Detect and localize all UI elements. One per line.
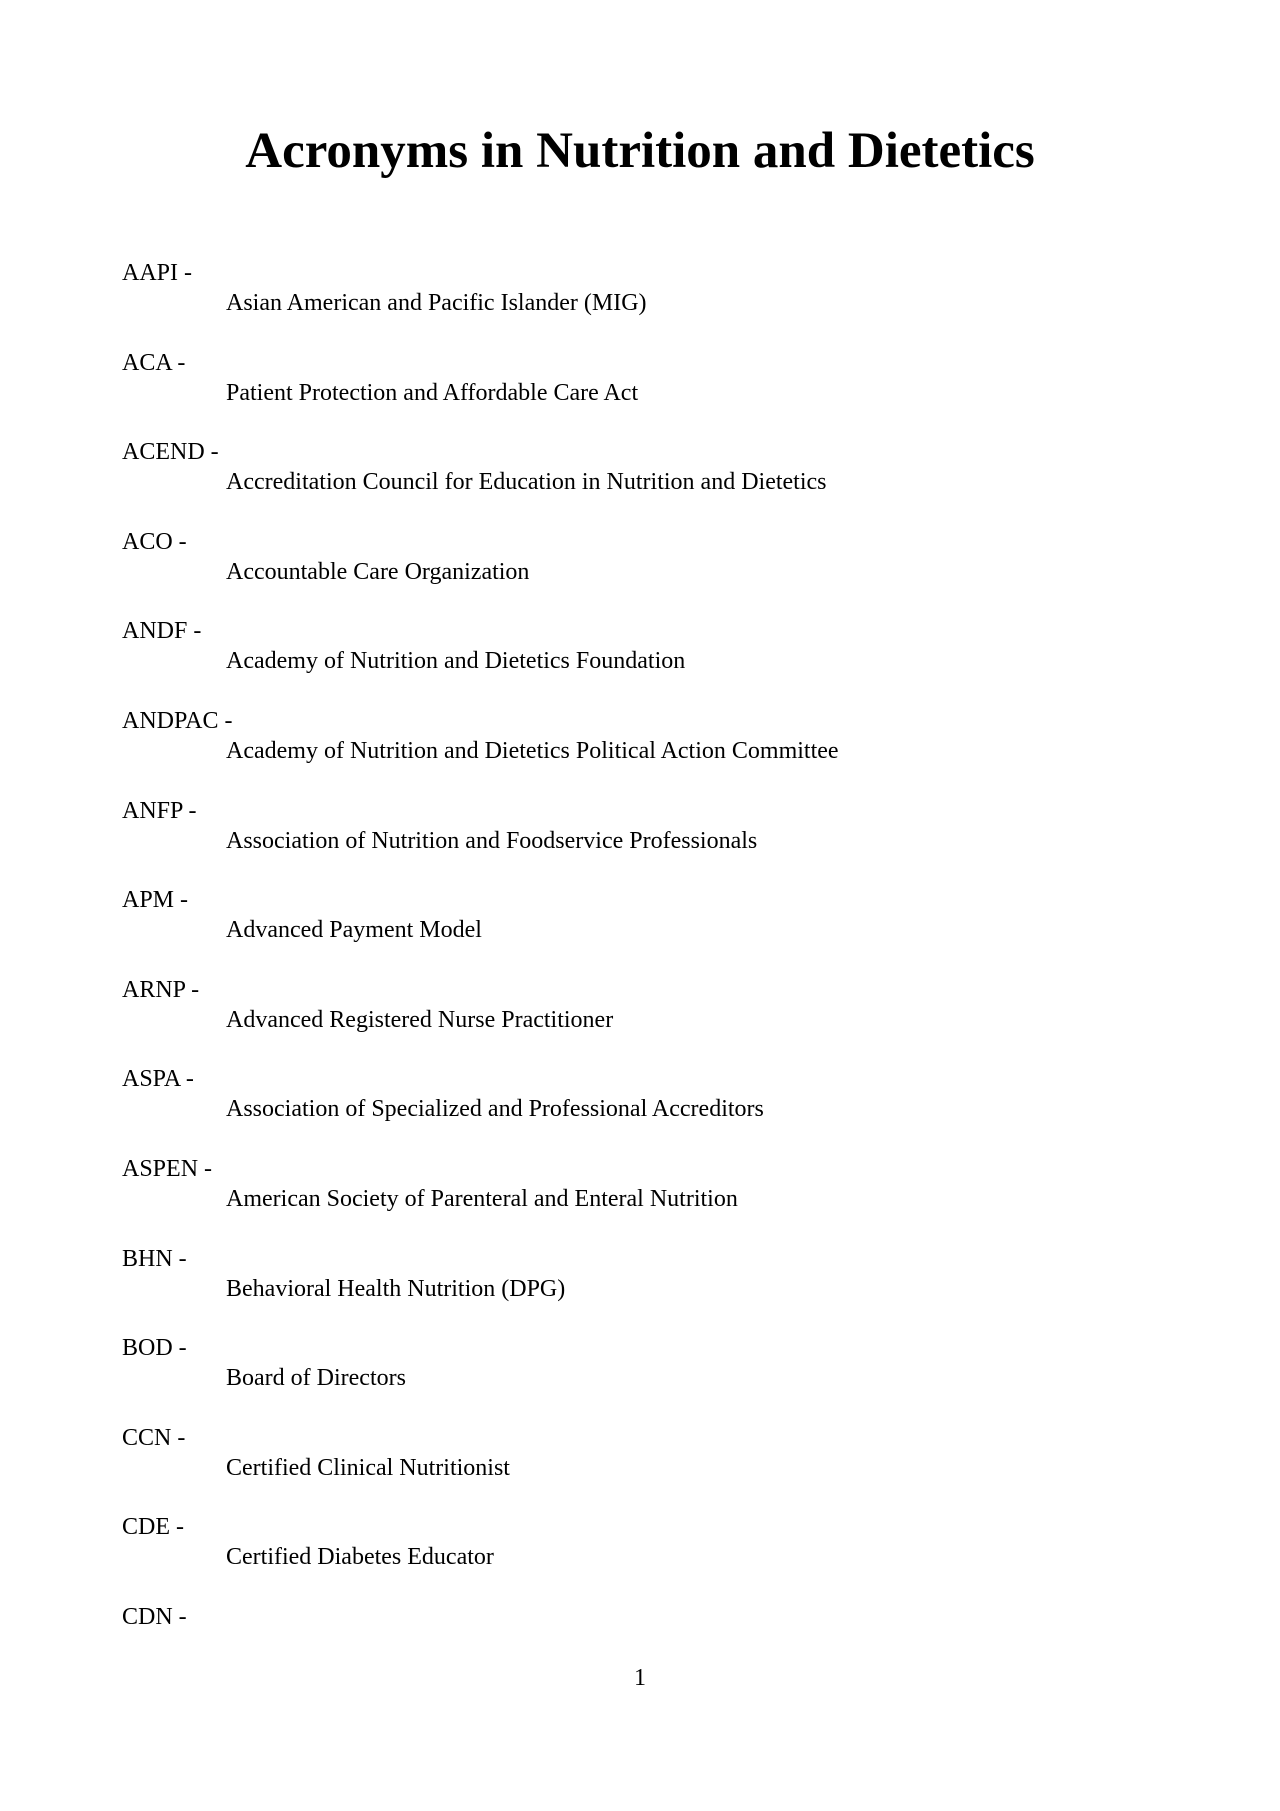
acronym-term: ACO - [122, 528, 187, 555]
acronym-entry [122, 1154, 1162, 1244]
acronym-term: ASPA - [122, 1066, 194, 1093]
acronym-term: ANFP - [122, 797, 197, 824]
acronym-definition: Asian American and Pacific Islander (MIG) [226, 290, 647, 316]
acronym-term: APM - [122, 887, 189, 914]
acronym-entry [122, 796, 1162, 886]
acronym-definition: Accreditation Council for Education in Nutrition and Dietetics [226, 469, 827, 496]
acronym-term: ANDF - [122, 618, 202, 645]
acronym-definition: Association of Nutrition and Foodservice Professionals [226, 827, 758, 854]
acronym-definition: Advanced Payment Model [226, 917, 482, 944]
acronym-term: ANDPAC - [122, 707, 233, 734]
page-title: Acronyms in Nutrition and Dietetics [245, 123, 1035, 179]
acronym-term: ASPEN - [122, 1155, 213, 1182]
acronym-definition: Certified Clinical Nutritionist [226, 1454, 510, 1481]
acronym-definition: Patient Protection and Affordable Care Act [226, 379, 639, 406]
acronym-list [122, 258, 1162, 1692]
acronym-term: CDN - [122, 1603, 187, 1630]
acronym-definition: Academy of Nutrition and Dietetics Political Action Committee [226, 737, 839, 764]
acronym-entry [122, 1423, 1162, 1513]
acronym-term: BOD - [122, 1335, 187, 1362]
acronym-entry [122, 1333, 1162, 1423]
acronym-definition: Certified Diabetes Educator [226, 1544, 494, 1571]
acronym-term: ARNP - [122, 976, 200, 1003]
acronym-entry [122, 258, 1162, 348]
acronym-term: CDE - [122, 1514, 184, 1541]
acronym-definition: Board of Directors [226, 1365, 406, 1392]
acronym-entry [122, 1512, 1162, 1602]
acronym-term: CCN - [122, 1424, 186, 1451]
acronym-entry [122, 437, 1162, 527]
acronym-entry [122, 1244, 1162, 1334]
page-number: 1 [634, 1665, 646, 1691]
acronym-definition: Behavioral Health Nutrition (DPG) [226, 1275, 566, 1302]
acronym-entry [122, 348, 1162, 438]
acronym-definition: American Society of Parenteral and Enteral Nutrition [226, 1185, 738, 1212]
acronym-term: AAPI - [122, 260, 192, 286]
acronym-entry [122, 975, 1162, 1065]
acronym-definition: Academy of Nutrition and Dietetics Foundation [226, 648, 686, 675]
acronym-term: ACA - [122, 349, 186, 376]
acronym-entry [122, 1064, 1162, 1154]
acronym-entry [122, 527, 1162, 617]
acronym-term: BHN - [122, 1245, 187, 1272]
acronym-definition: Advanced Registered Nurse Practitioner [226, 1006, 614, 1033]
acronym-definition: Association of Specialized and Professional Accreditors [226, 1096, 764, 1123]
acronym-entry [122, 706, 1162, 796]
acronym-entry [122, 616, 1162, 706]
acronym-entry [122, 885, 1162, 975]
acronym-term: ACEND - [122, 439, 219, 466]
acronym-definition: Accountable Care Organization [226, 558, 530, 585]
